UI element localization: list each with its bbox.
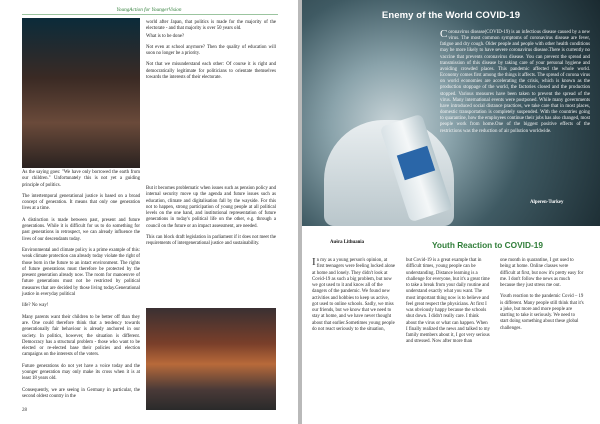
- paragraph: Consequently, we are seeing in Germany in particular, the second oldest country in the: [22, 387, 140, 399]
- protest-photo: [22, 18, 140, 168]
- paragraph: n my as a young person's opinion, at first teenagers were feeling locked alone at home and lonely. They didn't look at Covid-19 as such a big problem, but now we got used to it and know all of the dangers of the pandemic. We found new activities and hobbies to keep us active, got used to online schools. Sadly, we miss our friends, but we know that we need to stay at home, and we have never thought about that earlier.Sometimes young people do not react seriously to the situation,: [312, 258, 396, 332]
- hero-article: [440, 30, 590, 135]
- youth-col-3: [500, 258, 584, 332]
- paragraph: world after Japan, that politics is made for the majority of the electorate - and that majority is over 50 years old.: [146, 20, 276, 32]
- street-art-photo: [146, 308, 276, 410]
- paragraph: This can block draft legislation in parliament if it does not meet the requirements of intergenerational justice and sustainability.: [146, 235, 276, 247]
- hero-credit: Alperen-Turkey: [530, 200, 564, 205]
- drop-cap: C: [440, 28, 448, 40]
- paragraph: one month in quarantine, I got used to being at home. Online classes were difficult at first, but now it's pretty easy for me. I don't follow the news as much because they just stress me out.: [500, 258, 584, 288]
- paragraph: As the saying goes: "We have only borrowed the earth from our children." Unfortunately this is not yet a guiding principle of politics.: [22, 170, 140, 188]
- subheading: What is to be done?: [146, 33, 185, 39]
- paragraph: but Covid-19 is a great example that in difficult times, young people can be understanding. Distance learning is a challenge for everyone, but it's a great time to take a break from your daily routine and understand exactly what you want. The most important thing now is to believe and feel great respect the physicians. At first I was obviously happy because the schools shut down. I didn't really care. I think about the virus or what can happen. When I finally realized the news and talked to my family members about it, I got very serious and stressed. Now after more than: [406, 258, 490, 345]
- right-column-mid: [146, 186, 276, 253]
- youth-col-1: [312, 258, 396, 333]
- right-page: [302, 0, 600, 424]
- paragraph: Many parents want their children to be better off than they are. One could therefore think that a tendency towards generationally fair behaviour is already anchored in our society. In politics, however, the situation is different. Democracy has a structural problem - those who want to be elected or re-elected base their policies and election campaigns on the interests of the voters.: [22, 314, 140, 358]
- hero-title: Enemy of the World COVID-19: [381, 10, 521, 21]
- paragraph: Youth reaction to the pandemic Covid – 19 is different. Many people still think that it's a joke, but more and more people are starting to take it seriously. We need to start doing something about these global challenges.: [500, 294, 584, 331]
- left-column: [22, 170, 140, 405]
- header-rule: [22, 14, 278, 15]
- paragraph: But it becomes problematic when issues such as pension policy and internal security move up the agenda and future issues such as education, climate and digitalisation fall by the wayside. For this not to happen, strong participation of young people at all political levels on the one hand, and institutional representation of future generations in today's political life on the other, e.g. through a council on the future or an impact assessment, are needed.: [146, 186, 276, 229]
- right-column-top: [146, 20, 276, 86]
- paragraph: Not even at school anymore? Then the quality of education will soon no longer be a priority.: [146, 44, 276, 57]
- hero-body: oronavirus disease(COVID-19) is an infectious disease caused by a new virus. The most common symptoms of coronavirus disease are fever, fatigue and dry cough. Older people and people with other health conditions may be more likely to have severe coronavirus disease.There is currently no vaccine that prevents coronavirus disease. You can prevent the spread and transmission of this disease by taking care of your personal hygiene and avoiding crowded places. This pandemic affected the whole world. Economy comes first among the things it affects. The spread of corona virus on world economies are accelerating the crisis, which is known as the production stoppage of the world, the factories closed and the production stopped. Various measures have been taken to prevent the spread of the virus. Many international events were postponed. While many governments have introduced social distance practices, we take care that in most places, domestic transportation is completely suspended. With the countries going to quarantine, how the employees continue their jobs has also changed, most people work from home.One of the biggest positive effects of the restrictions was the reduction of air pollution worldwide.: [440, 30, 590, 134]
- paragraph: life? No way!: [22, 303, 49, 309]
- running-head: YoungAction for YoungerVision: [116, 7, 182, 13]
- paragraph: Environmental and climate policy is a prime example of this: weak climate protection can already today violate the right of those born in the future to an intact environment. The rights of future generations must therefore be protected by the present generation already now. The room for manoeuvre of future generations must not be restricted by political measures that are decided by those living today.Generational justice in everyday political: [22, 247, 140, 298]
- paragraph: Future generations do not yet have a voice today and the younger generation may only make its cross when it is at least 18 years old.: [22, 363, 140, 382]
- paragraph: The intertemporal generational justice is based on a broad concept of generation. It means that only one generation lives at a time.: [22, 193, 140, 212]
- hero-image: [302, 0, 600, 226]
- paragraph: Not that we misunderstand each other: Of course it is right and democratically legitimate for politicians to orientate themselves towards the interests of their electorate.: [146, 62, 276, 81]
- photo-caption: Aušra Lithuania: [330, 240, 364, 245]
- left-page: [0, 0, 298, 424]
- section-title: Youth Reaction to COVID-19: [432, 240, 543, 250]
- drop-cap: I: [312, 256, 316, 268]
- paragraph: A distinction is made between past, present and future generations. While it is difficult for us to do something for past generations in retrospect, we can already influence the lives of our descendants today.: [22, 217, 140, 242]
- youth-col-2: [406, 258, 490, 346]
- page-number: 28: [22, 408, 27, 413]
